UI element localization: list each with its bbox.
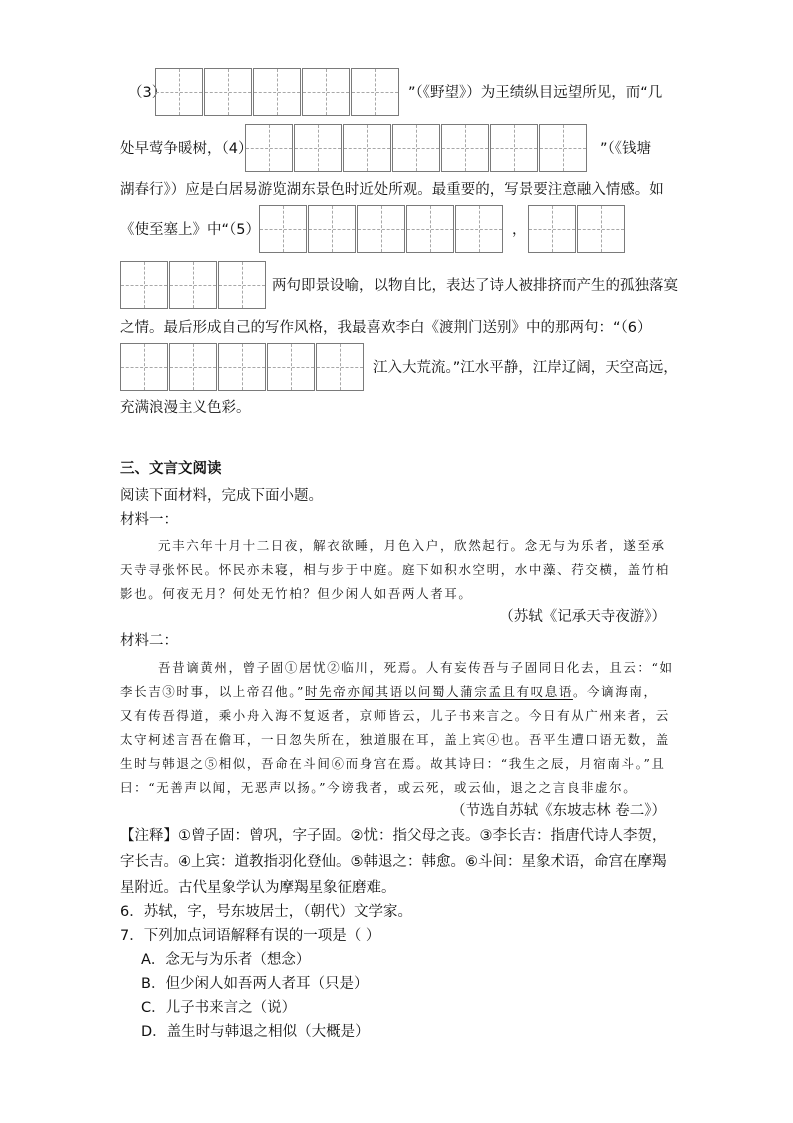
material-1-label: 材料一： bbox=[120, 512, 178, 528]
answer-cell[interactable] bbox=[351, 68, 399, 116]
answer-cell[interactable] bbox=[490, 124, 538, 172]
fill-text-5: 两句即景设喻，以物自比，表达了诗人被排挤而产生的孤独落寞 bbox=[272, 278, 678, 294]
section-intro: 阅读下面材料，完成下面小题。 bbox=[120, 488, 323, 504]
underlined-sentence: 时先帝亦闻其语以问蜀人蒲宗孟且有叹息语 bbox=[305, 684, 573, 699]
fill-text-3: 湖春行》）应是白居易游览湖东景色时近处所观。最重要的，写景要注意融入情感。如 bbox=[120, 182, 664, 198]
material-2-text: 李长吉③时事，以上帝召他。” bbox=[120, 684, 306, 699]
answer-cell[interactable] bbox=[577, 205, 625, 253]
answer-cell[interactable] bbox=[357, 205, 405, 253]
answer-cell[interactable] bbox=[441, 124, 489, 172]
answer-cell[interactable] bbox=[316, 343, 364, 391]
material-2-source: （节选自苏轼《东坡志林 卷二》） bbox=[451, 803, 666, 819]
answer-grid-5b[interactable] bbox=[528, 205, 625, 253]
answer-cell[interactable] bbox=[218, 261, 266, 309]
answer-cell[interactable] bbox=[245, 124, 293, 172]
fill-label-5: 《使至塞上》中“（5） bbox=[120, 222, 260, 238]
answer-cell[interactable] bbox=[302, 68, 350, 116]
material-2-line: 又有传吾得道，乘小舟入海不复返者，京师皆云，儿子书来言之。今日有从广州来者，云 bbox=[120, 708, 670, 723]
answer-cell[interactable] bbox=[120, 261, 168, 309]
material-2-line: 曰：“无善声以闻，无恶声以扬。”今谤我者，或云死，或云仙，退之之言良非虚尔。 bbox=[120, 780, 638, 795]
fill-label-4: 处早莺争暖树，（4） bbox=[120, 141, 253, 157]
fill-text-8: 充满浪漫主义色彩。 bbox=[120, 400, 251, 416]
answer-grid-5c[interactable] bbox=[120, 261, 266, 309]
section-heading: 三、文言文阅读 bbox=[120, 461, 222, 477]
option-c[interactable]: C．儿子书来言之（说） bbox=[141, 1000, 297, 1016]
answer-cell[interactable] bbox=[539, 124, 587, 172]
material-2-line: 吾昔谪黄州，曾子固①居忧②临川，死焉。人有妄传吾与子固同日化去，且云：“如 bbox=[158, 660, 674, 675]
answer-cell[interactable] bbox=[259, 205, 307, 253]
answer-cell[interactable] bbox=[528, 205, 576, 253]
answer-cell[interactable] bbox=[267, 343, 315, 391]
fill-text-2: ”（《钱塘 bbox=[600, 141, 652, 157]
option-a[interactable]: A．念无与为乐者（想念） bbox=[141, 952, 311, 968]
answer-cell[interactable] bbox=[406, 205, 454, 253]
material-2-line: 太守柯述言吾在儋耳，一日忽失所在，独道服在耳，盖上宾④也。吾平生遭口语无数，盖 bbox=[120, 732, 670, 747]
answer-cell[interactable] bbox=[294, 124, 342, 172]
answer-grid-5a[interactable] bbox=[259, 205, 503, 253]
material-2-label: 材料二： bbox=[120, 633, 178, 649]
option-d[interactable]: D．盖生时与韩退之相似（大概是） bbox=[141, 1024, 370, 1040]
answer-cell[interactable] bbox=[392, 124, 440, 172]
answer-grid-6[interactable] bbox=[120, 343, 364, 391]
answer-cell[interactable] bbox=[155, 68, 203, 116]
notes-line: 【注释】①曾子固：曾巩，字子固。②忧：指父母之丧。③李长吉：指唐代诗人李贺， bbox=[120, 828, 667, 844]
answer-cell[interactable] bbox=[169, 261, 217, 309]
material-2-line bbox=[120, 683, 658, 701]
answer-cell[interactable] bbox=[308, 205, 356, 253]
notes-line: 字长吉。④上宾：道教指羽化登仙。⑤韩退之：韩愈。⑥斗间：星象术语，命宫在摩羯 bbox=[120, 854, 667, 870]
answer-grid-3[interactable] bbox=[155, 68, 399, 116]
answer-cell[interactable] bbox=[218, 343, 266, 391]
answer-cell[interactable] bbox=[204, 68, 252, 116]
answer-cell[interactable] bbox=[120, 343, 168, 391]
answer-cell[interactable] bbox=[343, 124, 391, 172]
material-1-source: （苏轼《记承天寺夜游》） bbox=[499, 609, 666, 625]
question-7: 7．下列加点词语解释有误的一项是（ ） bbox=[120, 928, 381, 944]
fill-text-6: 之情。最后形成自己的写作风格，我最喜欢李白《渡荆门送别》中的那两句：“（6） bbox=[120, 320, 652, 336]
material-1-line: 天寺寻张怀民。怀民亦未寝，相与步于中庭。庭下如积水空明，水中藻、荇交横，盖竹柏 bbox=[120, 562, 670, 577]
question-6: 6．苏轼，字，号东坡居士，（朝代）文学家。 bbox=[120, 904, 412, 920]
material-1-line: 元丰六年十月十二日夜，解衣欲睡，月色入户，欣然起行。念无与为乐者，遂至承 bbox=[158, 538, 666, 553]
fill-label-3: （3） bbox=[128, 85, 167, 101]
material-2-text: 。今谪海南， bbox=[572, 684, 658, 699]
fill-text-1: ”（《野望》）为王绩纵目远望所见，而“几 bbox=[408, 85, 663, 101]
answer-cell[interactable] bbox=[253, 68, 301, 116]
fill-comma: ， bbox=[512, 222, 527, 238]
notes-line: 星附近。古代星象学认为摩羯星象征磨难。 bbox=[120, 880, 396, 896]
material-2-line: 生时与韩退之⑤相似，吾命在斗间⑥而身宫在焉。故其诗曰：“我生之辰，月宿南斗。”且 bbox=[120, 756, 666, 771]
option-b[interactable]: B．但少闲人如吾两人者耳（只是） bbox=[141, 976, 369, 992]
answer-grid-4[interactable] bbox=[245, 124, 587, 172]
fill-text-7: 江入大荒流。”江水平静，江岸辽阔，天空高远， bbox=[373, 360, 678, 376]
answer-cell[interactable] bbox=[455, 205, 503, 253]
material-1-line: 影也。何夜无月？何处无竹柏？但少闲人如吾两人者耳。 bbox=[120, 586, 473, 601]
answer-cell[interactable] bbox=[169, 343, 217, 391]
